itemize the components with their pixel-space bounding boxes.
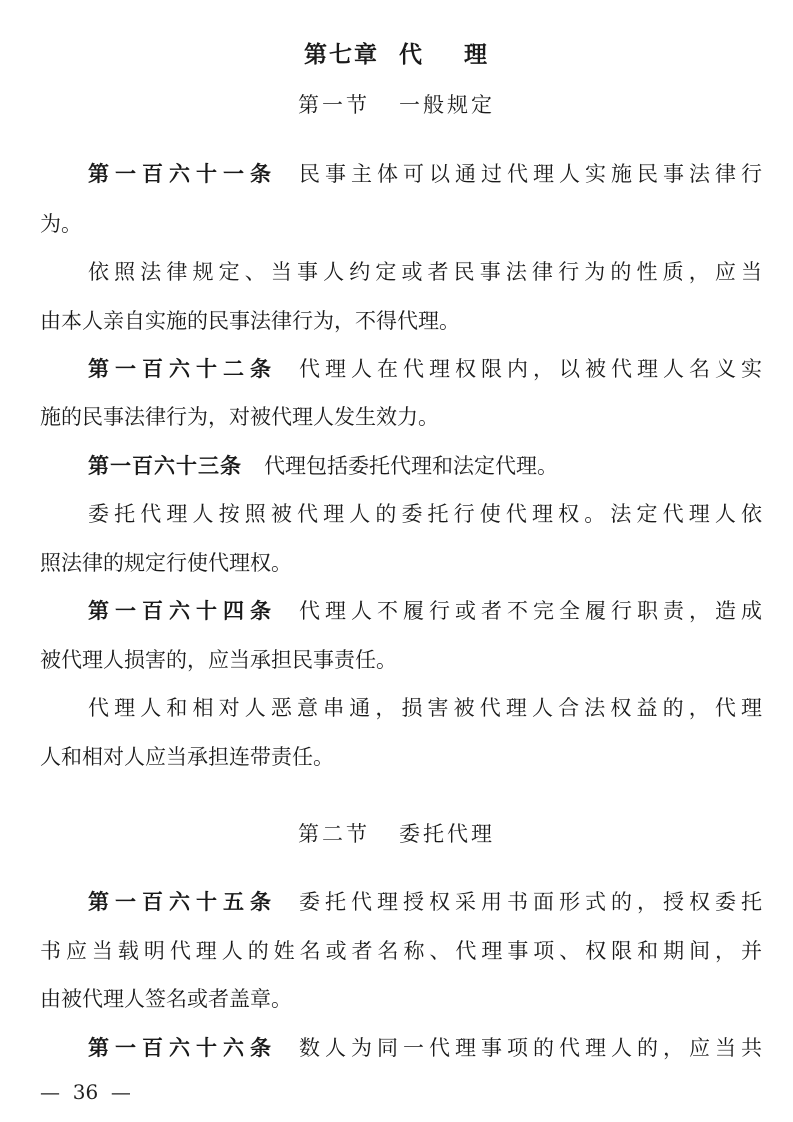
article-161-paragraph-2-line-2: 由本人亲自实施的民事法律行为，不得代理。 bbox=[40, 309, 460, 333]
section-title-agency-by-entrustment: 第二节 委托代理 bbox=[297, 822, 496, 846]
article-165-line-2: 书应当载明代理人的姓名或者名称、代理事项、权限和期间，并 bbox=[40, 939, 762, 963]
article-164-line-2: 被代理人损害的，应当承担民事责任。 bbox=[40, 648, 397, 672]
article-text: 代理人不履行或者不完全履行职责，造成 bbox=[299, 599, 762, 623]
article-text: 代理人在代理权限内，以被代理人名义实 bbox=[299, 357, 762, 381]
article-161-paragraph-2: 依照法律规定、当事人约定或者民事法律行为的性质，应当 bbox=[88, 260, 762, 284]
article-number: 第一百六十四条 bbox=[88, 599, 277, 623]
article-165 bbox=[88, 883, 762, 921]
article-164 bbox=[88, 592, 762, 630]
article-165-line-3: 由被代理人签名或者盖章。 bbox=[40, 987, 292, 1011]
article-163-paragraph-2: 委托代理人按照被代理人的委托行使代理权。法定代理人依 bbox=[88, 502, 762, 526]
article-number: 第一百六十二条 bbox=[88, 357, 277, 381]
article-number: 第一百六十五条 bbox=[88, 890, 277, 914]
article-161 bbox=[88, 155, 762, 193]
article-163 bbox=[88, 447, 762, 485]
page-number: — 36 — bbox=[40, 1080, 131, 1104]
article-text: 代理包括委托代理和法定代理。 bbox=[264, 454, 558, 478]
article-163-paragraph-2-line-2: 照法律的规定行使代理权。 bbox=[40, 551, 292, 575]
article-number: 第一百六十三条 bbox=[88, 454, 242, 478]
article-164-paragraph-2-line-2: 人和相对人应当承担连带责任。 bbox=[40, 745, 334, 769]
article-166 bbox=[88, 1029, 762, 1067]
article-164-paragraph-2: 代理人和相对人恶意串通，损害被代理人合法权益的，代理 bbox=[88, 696, 762, 720]
article-162-line-2: 施的民事法律行为，对被代理人发生效力。 bbox=[40, 405, 439, 429]
article-number: 第一百六十六条 bbox=[88, 1036, 277, 1060]
article-text: 委托代理授权采用书面形式的，授权委托 bbox=[299, 890, 762, 914]
article-number: 第一百六十一条 bbox=[88, 162, 277, 186]
article-text: 数人为同一代理事项的代理人的，应当共 bbox=[299, 1036, 762, 1060]
article-161-line-2: 为。 bbox=[40, 212, 82, 236]
chapter-title: 第七章 代 理 bbox=[303, 42, 490, 68]
article-162 bbox=[88, 350, 762, 388]
section-title-general-provisions: 第一节 一般规定 bbox=[297, 93, 496, 117]
article-text: 民事主体可以通过代理人实施民事法律行 bbox=[299, 162, 762, 186]
